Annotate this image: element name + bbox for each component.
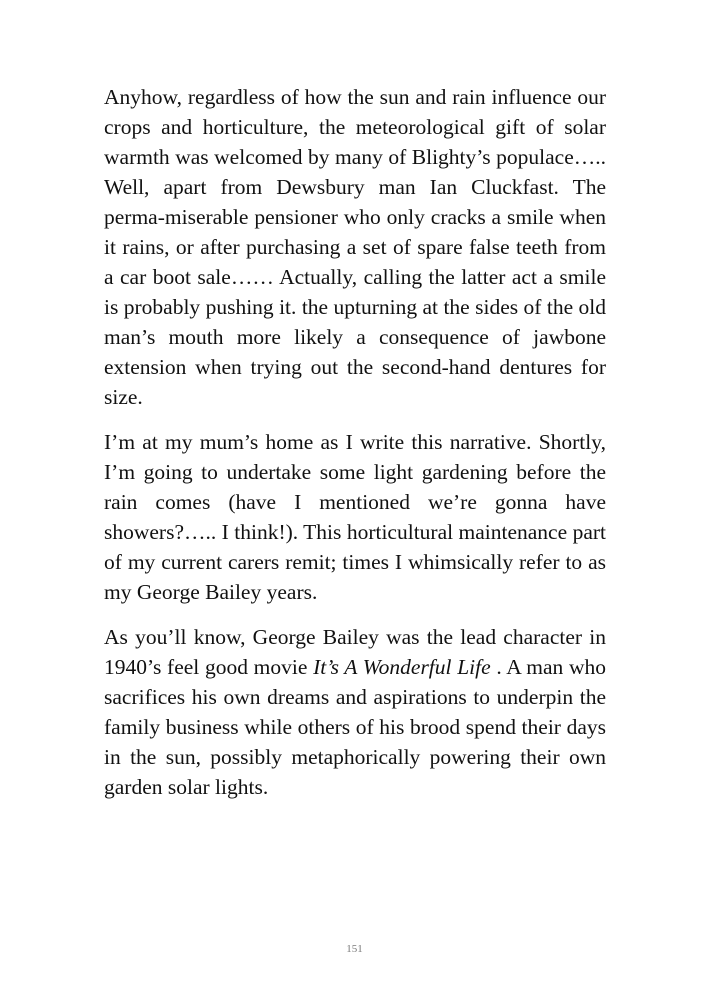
movie-title: It’s A Wonderful Life: [313, 655, 491, 679]
page-number: 151: [346, 943, 363, 955]
paragraph-3-rest-text: . A man who sacrifices his own dreams and aspirations to underpin the family business while others of his brood spend their days in the sun, possibly metaphorically powering their own garden solar lights.: [104, 655, 607, 799]
paragraph-3: [104, 622, 606, 802]
paragraph-1: Anyhow, regardless of how the sun and rain influence our crops and horticulture, the meteorological gift of solar warmth was welcomed by many of Blighty’s populace….. Well, apart from Dewsbury man Ian Cluckfast. The perma-miserable pensioner who only cracks a smile when it rains, or after purchasing a set of spare false teeth from a car boot sale…… Actually, calling the latter act a smile is probably pushing it. the upturning at the sides of the old man’s mouth more likely a consequence of jawbone extension when trying out the second-hand dentures for size.: [104, 85, 606, 409]
paragraph-2: I’m at my mum’s home as I write this narrative. Shortly, I’m going to undertake some light gardening before the rain comes (have I mentioned we’re gonna have showers?….. I think!). This horticultural maintenance part of my current carers remit; times I whimsically refer to as my George Bailey years.: [104, 430, 606, 604]
paragraph-3-lead-text: As you’ll know, George Bailey was the lead character in 1940’s feel good movie: [104, 625, 606, 679]
body-text: [104, 82, 606, 802]
